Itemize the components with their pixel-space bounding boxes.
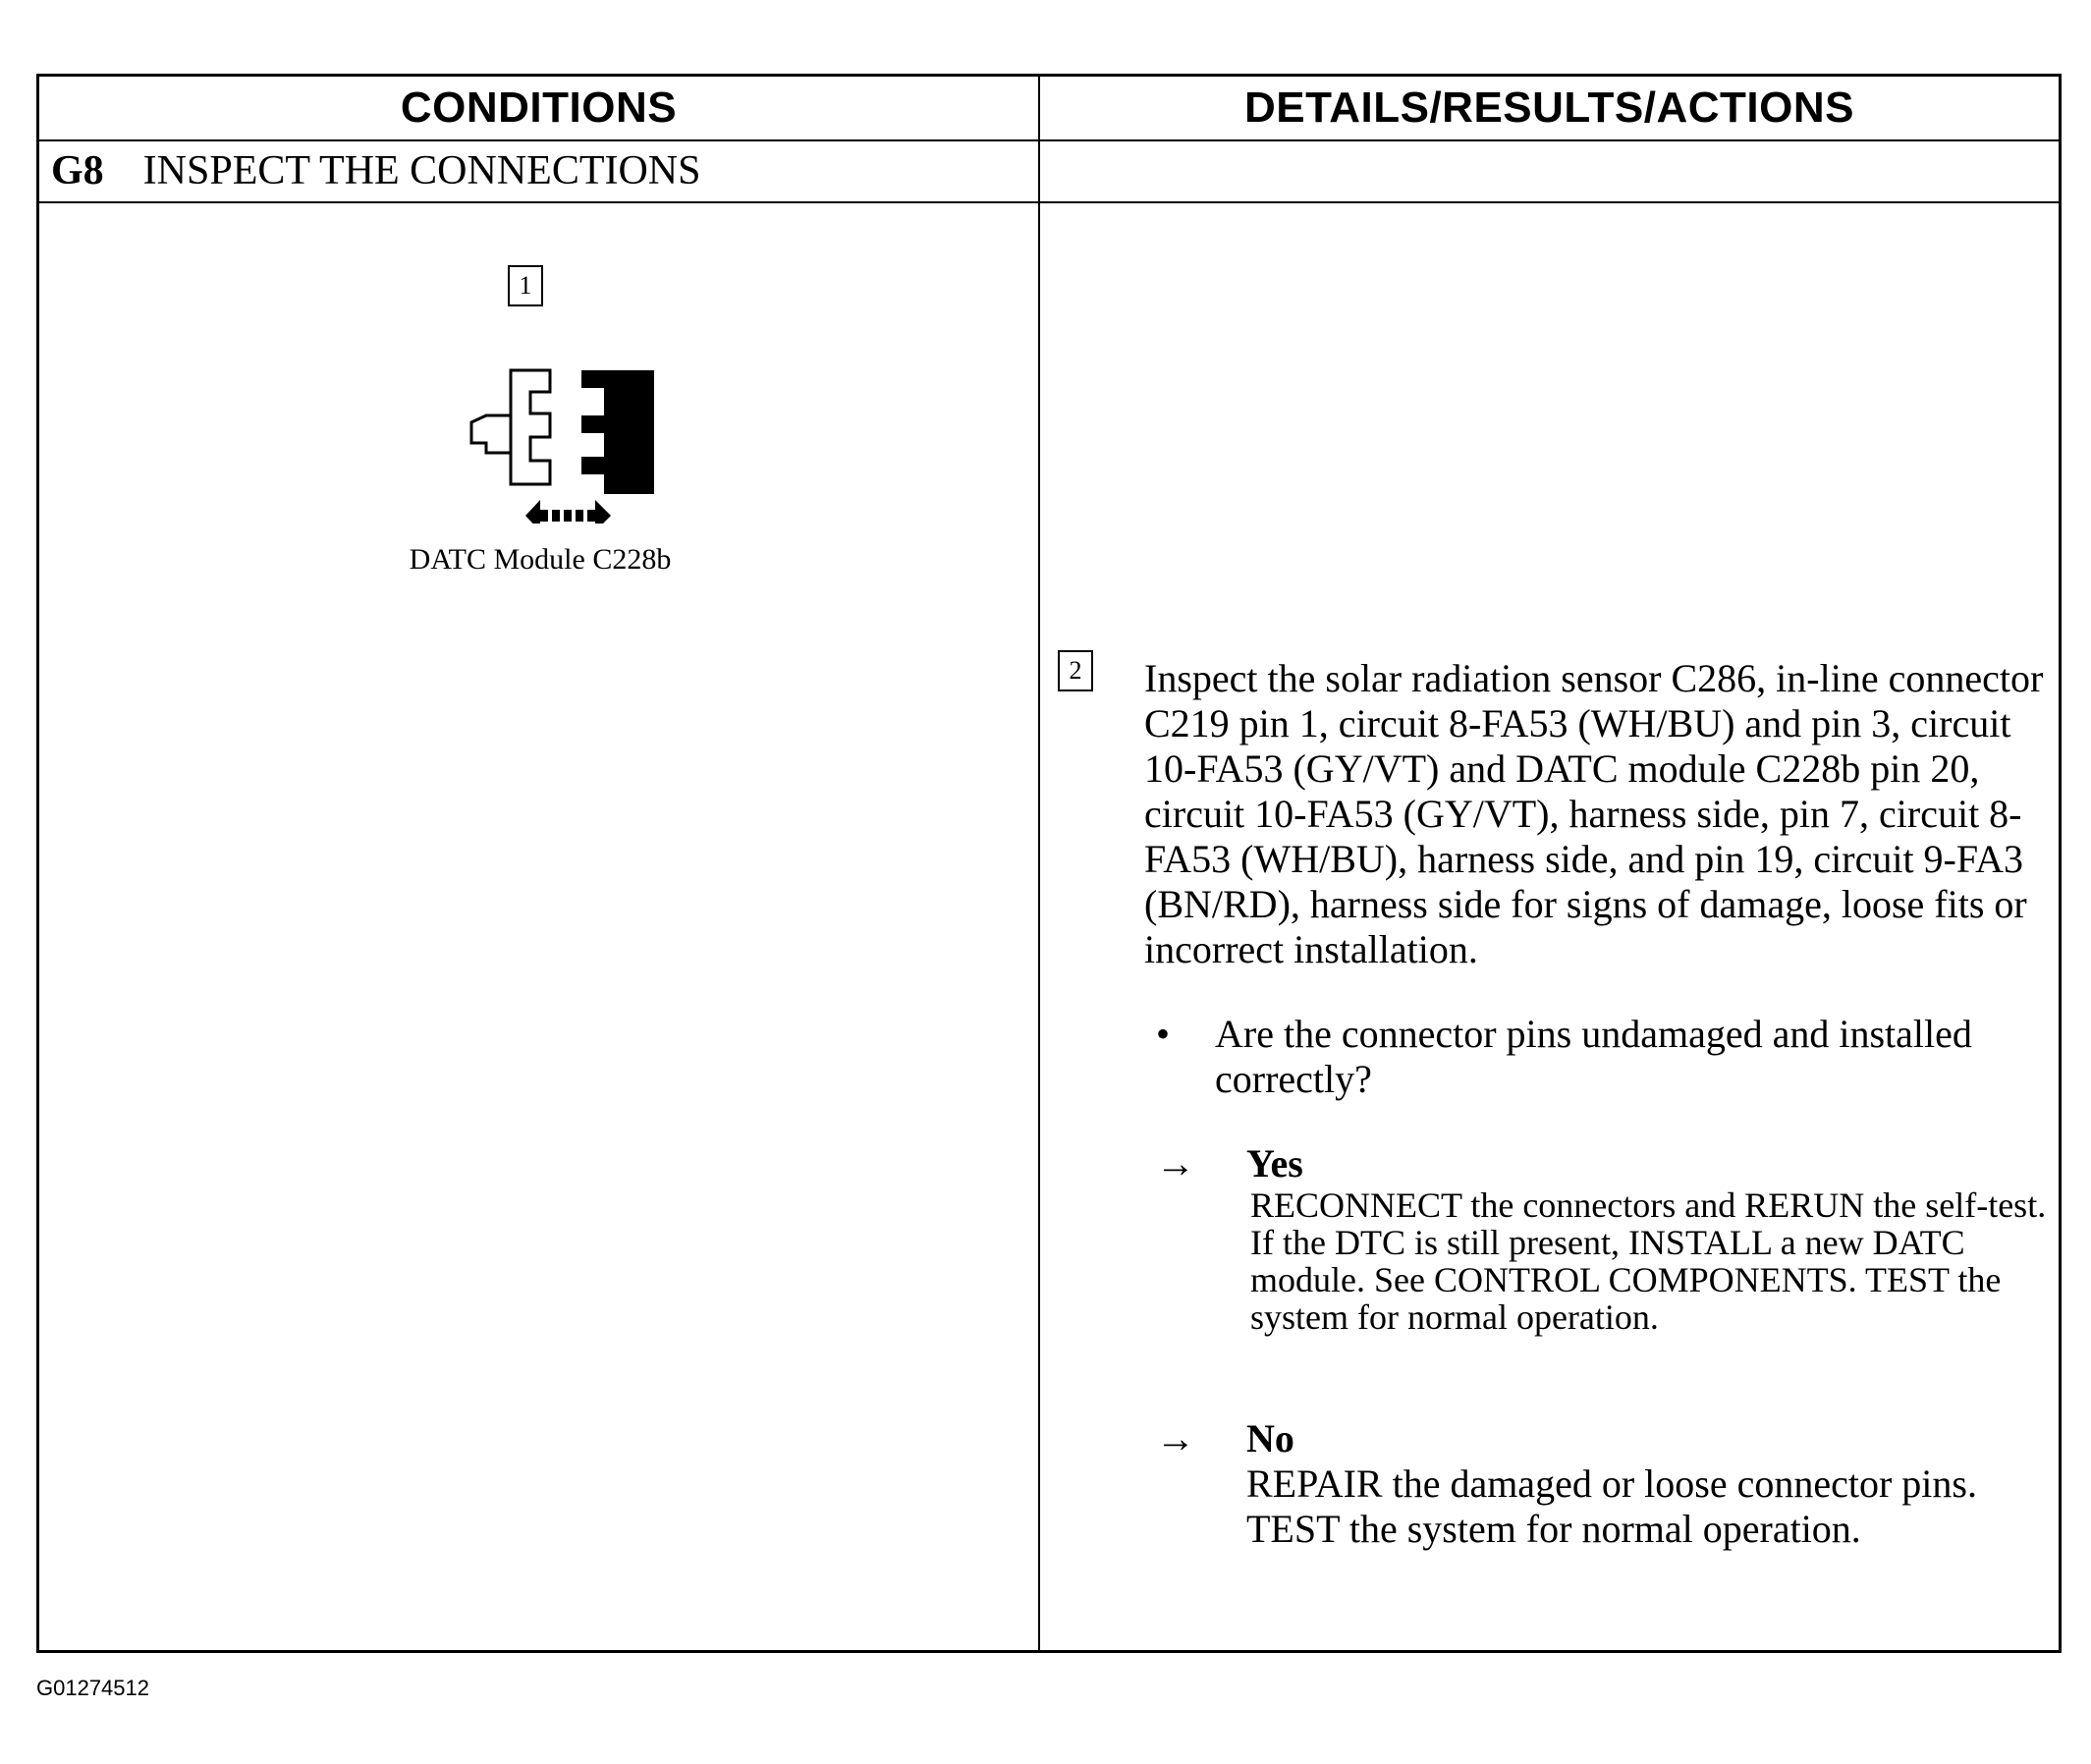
- bullet-icon: •: [1156, 1012, 1171, 1056]
- inspection-question: [1144, 1012, 2048, 1102]
- details-content: [1144, 656, 2048, 1552]
- connector-caption: DATC Module C228b: [409, 543, 672, 576]
- result-label-no: No: [1246, 1416, 1294, 1461]
- result-text-yes: RECONNECT the connectors and RERUN the self-test. If the DTC is still present, INSTALL a new DATC module. See CONTROL COMPONENTS. TEST the system for normal operation.: [1250, 1185, 2047, 1337]
- result-yes: [1144, 1141, 2048, 1336]
- diagnostic-table: [36, 74, 2062, 1653]
- step-title-row: [51, 141, 701, 200]
- step-divider: [39, 201, 2059, 203]
- double-arrow-icon: [525, 500, 611, 524]
- right-arrow-icon: →: [1156, 1416, 1195, 1461]
- callout-1: 1: [508, 265, 543, 306]
- step-number: G8: [51, 148, 104, 193]
- inspection-instruction: Inspect the solar radiation sensor C286, in-line connector C219 pin 1, circuit 8-FA53 (WH/BU) and pin 3, circuit 10-FA53 (GY/VT) and DATC module C228b pin 20, circuit 10-FA53 (GY/VT), harness side, pin 7, circuit 8-FA53 (WH/BU), harness side, and pin 19, circuit 9-FA3 (BN/RD), harness side for signs of damage, loose fits or incorrect installation.: [1144, 656, 2044, 971]
- right-arrow-icon: →: [1156, 1141, 1195, 1185]
- details-header: DETAILS/RESULTS/ACTIONS: [1244, 83, 1854, 132]
- conditions-header: CONDITIONS: [400, 83, 678, 132]
- step-title: INSPECT THE CONNECTIONS: [142, 148, 701, 193]
- result-text-no: REPAIR the damaged or loose connector pins. TEST the system for normal operation.: [1246, 1461, 1977, 1551]
- result-no: [1144, 1416, 2048, 1552]
- figure-code: G01274512: [36, 1676, 149, 1700]
- column-divider: [1038, 77, 1040, 1650]
- question-text: Are the connector pins undamaged and installed correctly?: [1215, 1012, 1972, 1101]
- result-label-yes: Yes: [1246, 1141, 1303, 1185]
- connector-disconnect-icon: [432, 327, 668, 524]
- callout-2: 2: [1058, 650, 1093, 691]
